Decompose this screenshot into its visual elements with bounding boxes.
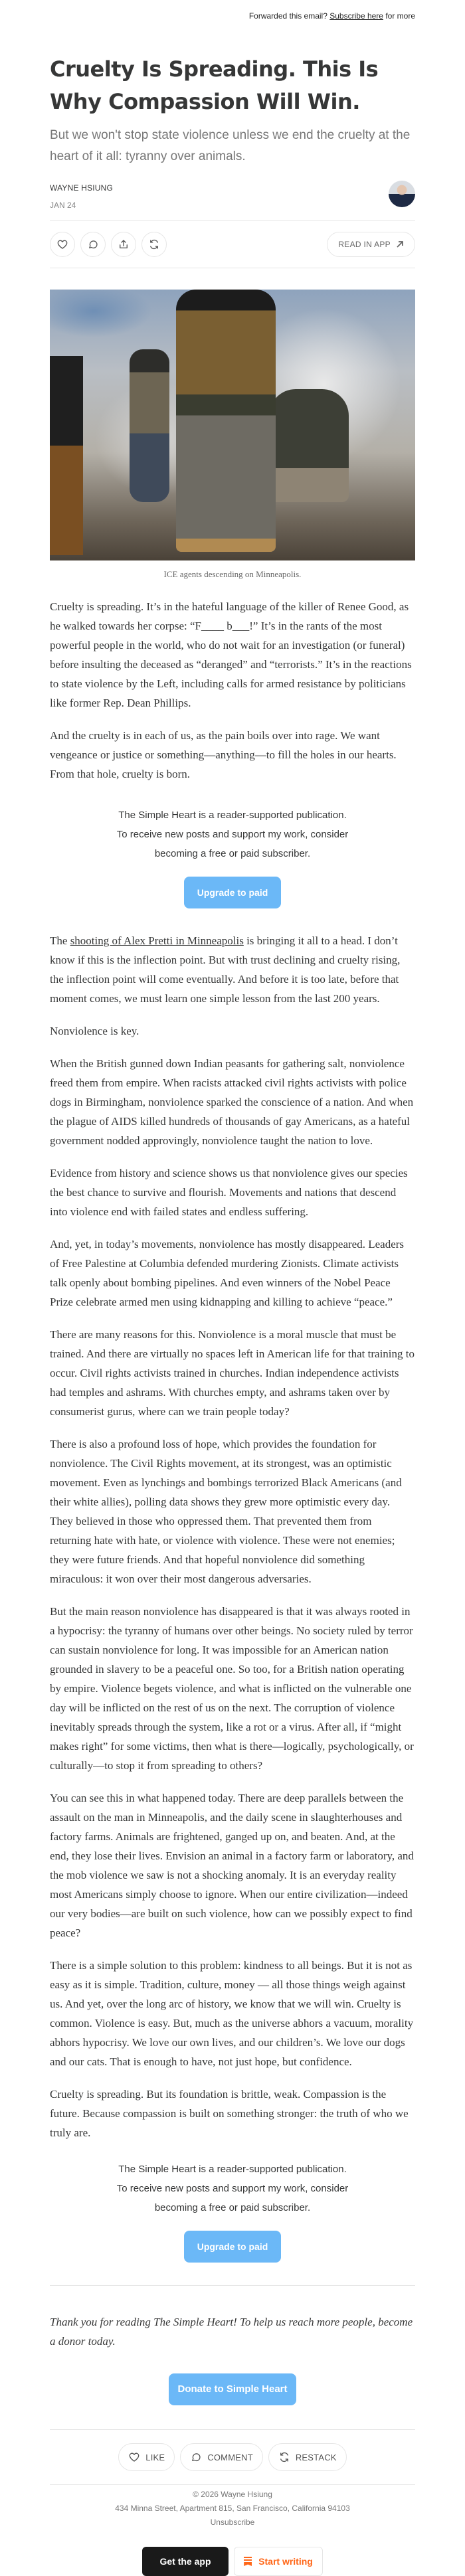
restack-icon <box>148 238 160 250</box>
paragraph: You can see this in what happened today. There are deep parallels between the assault on the man in Minneapolis, and the daily scene in slaughterhouses and factory farms. Animals are frightened, ganged up on, and beaten. And, at the end, they lose their lives. Envision an animal in a factory farm or laboratory, and the mob violence we saw is not a shocking anomaly. It is an everyday reality most Americans simply choose to ignore. When our entire civilization—indeed our very bodies—are built on such violence, how can we possibly expect to find peace? <box>50 1792 414 1939</box>
footer-like-button[interactable] <box>118 2443 175 2471</box>
paragraph: Evidence from history and science shows us that nonviolence gives our species the best chance to survive and flourish. Movements and nations that descend into violence end with failed states and endless suffering. <box>50 1167 408 1218</box>
subscribe-text: The Simple Heart is a reader-supported publication. To receive new posts and support my work, consider becoming a free or paid subscriber. <box>116 2164 349 2213</box>
share-icon <box>118 238 130 250</box>
forward-suffix: for more <box>385 11 415 21</box>
image-caption: ICE agents descending on Minneapolis. <box>163 569 302 579</box>
author-name[interactable]: WAYNE HSIUNG <box>50 183 114 193</box>
upgrade-button[interactable]: Upgrade to paid <box>184 877 281 908</box>
start-writing-button[interactable] <box>234 2547 323 2576</box>
paragraph: But the main reason nonviolence has disappeared is that it was always rooted in a hypocrisy: the tyranny of humans over other beings. No society ruled by terror can sustain nonviolence for long. It was impossible for an American nation grounded in slavery to be a peaceful one. So too, for a British nation operating by empire. Violence begets violence, and what is inflicted on the vulnerable one day will be inflicted on the rest of us on the next. The corruption of violence inevitably spreads through the system, like a rot or a virus. After all, if “might makes right” for some victims, then what is there—logically, psychologically, or culturally—to stop it from spreading to others? <box>50 1605 414 1772</box>
unsubscribe-link[interactable]: Unsubscribe <box>210 2518 255 2527</box>
subscribe-widget <box>50 806 415 908</box>
paragraph: There is a simple solution to this problem: kindness to all beings. But it is not as easy as it is simple. Tradition, culture, money — all those things weigh against us. And yet, over the long arc of history, we know that we will win. Cruelty is common. Violence is easy. But, much as the universe abhors a vacuum, morality abhors hypocrisy. We love our own lives, and our children’s. We love our dogs and our cats. That is enough to have, not just hope, but confidence. <box>50 1959 414 2068</box>
share-button[interactable] <box>111 232 136 257</box>
address: 434 Minna Street, Apartment 815, San Francisco, California 94103 <box>115 2504 350 2513</box>
paragraph: Cruelty is spreading. But its foundation is brittle, weak. Compassion is the future. Because compassion is built on something stronger: the truth of who we truly are. <box>50 2088 409 2139</box>
paragraph: Cruelty is spreading. It’s in the hateful language of the killer of Renee Good, as he walked towards her corpse: “F____ b___!” It’s in the rants of the most powerful people in the world, who do not wait for an investigation (or funeral) before insulting the deceased as “deranged” and “terrorists.” It’s in the reactions to state violence by the Left, including calls for armed resistance by politicians like former Rep. Dean Phillips. <box>50 600 412 709</box>
footer-comment-button[interactable] <box>180 2443 263 2471</box>
like-label: LIKE <box>145 2452 165 2462</box>
post-body <box>50 931 415 2142</box>
post-body <box>50 597 415 784</box>
read-in-app-label: READ IN APP <box>338 240 391 249</box>
restack-icon <box>278 2451 290 2463</box>
author-avatar[interactable] <box>389 181 415 207</box>
donate-button[interactable]: Donate to Simple Heart <box>169 2373 296 2405</box>
read-in-app-button[interactable] <box>327 232 415 257</box>
post-subtitle: But we won't stop state violence unless we end the cruelty at the heart of it all: tyranny over animals. <box>50 128 411 163</box>
icon-buttons <box>50 232 167 257</box>
donate-section <box>50 2373 415 2405</box>
post-title[interactable]: Cruelty Is Spreading. This Is Why Compassion Will Win. <box>50 56 379 114</box>
paragraph: And, yet, in today’s movements, nonviolence has mostly disappeared. Leaders of Free Palestine at Columbia defended murdering Zionists. Climate activists talk openly about bombing pipelines. And even winners of the Nobel Peace Prize celebrate armed men using kidnapping and killing to achieve “peace.” <box>50 1238 405 1308</box>
paragraph: Nonviolence is key. <box>50 1025 140 1037</box>
byline <box>50 181 415 220</box>
post-actions <box>50 221 415 268</box>
heart-icon <box>128 2451 140 2463</box>
email-container <box>50 0 415 2576</box>
comment-icon <box>87 238 99 250</box>
legal-footer <box>50 2485 415 2530</box>
paragraph <box>50 931 415 1008</box>
image-figure <box>50 356 83 555</box>
restack-label: RESTACK <box>295 2452 337 2462</box>
paragraph: And the cruelty is in each of us, as the pain boils over into rage. We want vengeance or justice or something—anything—to fill the holes in our hearts. From that hole, cruelty is born. <box>50 729 397 780</box>
image-figure <box>176 290 276 552</box>
article-link[interactable]: shooting of Alex Pretti in Minneapolis <box>70 934 244 947</box>
heart-icon <box>56 238 68 250</box>
paragraph: When the British gunned down Indian peasants for gathering salt, nonviolence freed them from empire. When racists attacked civil rights activists with police dogs in Birmingham, nonviolence sparked the conscience of a nation. And when the plague of AIDS killed hundreds of thousands of gay Americans, as a hateful government nodded approvingly, nonviolence taught the nation to love. <box>50 1057 414 1147</box>
image-figure <box>269 389 349 502</box>
text: is bringing it all to a head. I don’t know if this is the inflection point. But with trust declining and cruelty rising, the inflection point will come eventually. And before it is too late, before that moment comes, we must learn one simple lesson from the last 200 years. <box>50 934 401 1005</box>
paragraph: There is also a profound loss of hope, which provides the foundation for nonviolence. The Civil Rights movement, at its strongest, was an optimistic movement. Even as lynchings and bombings terrorized Black Americans (and their white allies), polling data shows they grew more optimistic every day. They believed in those who oppressed them. That prevented them from returning hate with hate, or violence with violence. These were not enemies; they were future friends. And that hopeful nonviolence did something miraculous: it won over their most dangerous adversaries. <box>50 1438 402 1585</box>
get-app-button[interactable]: Get the app <box>142 2547 229 2576</box>
hero-figure <box>50 290 415 580</box>
donate-message: Thank you for reading The Simple Heart! To help us reach more people, become a donor today. <box>50 2316 413 2348</box>
subscribe-link[interactable]: Subscribe here <box>329 11 383 21</box>
forward-prefix: Forwarded this email? <box>248 11 327 21</box>
start-writing-label: Start writing <box>258 2556 313 2567</box>
restack-button[interactable] <box>141 232 167 257</box>
app-cta-row <box>50 2547 415 2576</box>
footer-actions <box>50 2430 415 2484</box>
like-button[interactable] <box>50 232 75 257</box>
paragraph: There are many reasons for this. Nonviolence is a moral muscle that must be trained. And there are virtually no spaces left in American life for that training to occur. Civil rights activists trained in churches. Indian independence activists had temples and ashrams. With churches empty, and ashrams taken over by consumerist gurus, where can we train people today? <box>50 1328 415 1418</box>
hero-image[interactable] <box>50 290 415 560</box>
substack-logo-icon <box>244 2557 252 2566</box>
subscribe-text: The Simple Heart is a reader-supported publication. To receive new posts and support my work, consider becoming a free or paid subscriber. <box>116 810 349 859</box>
forward-bar <box>50 0 415 27</box>
comment-icon <box>190 2451 202 2463</box>
comment-label: COMMENT <box>207 2452 253 2462</box>
subscribe-widget <box>50 2160 415 2263</box>
copyright: © 2026 Wayne Hsiung <box>193 2490 272 2499</box>
comment-button[interactable] <box>80 232 106 257</box>
upgrade-button[interactable]: Upgrade to paid <box>184 2231 281 2263</box>
text: The <box>50 934 70 947</box>
arrow-up-right-icon <box>396 240 404 248</box>
footer-restack-button[interactable] <box>268 2443 347 2471</box>
post-date: JAN 24 <box>50 201 76 210</box>
divider <box>50 2285 415 2286</box>
image-figure <box>130 349 169 502</box>
